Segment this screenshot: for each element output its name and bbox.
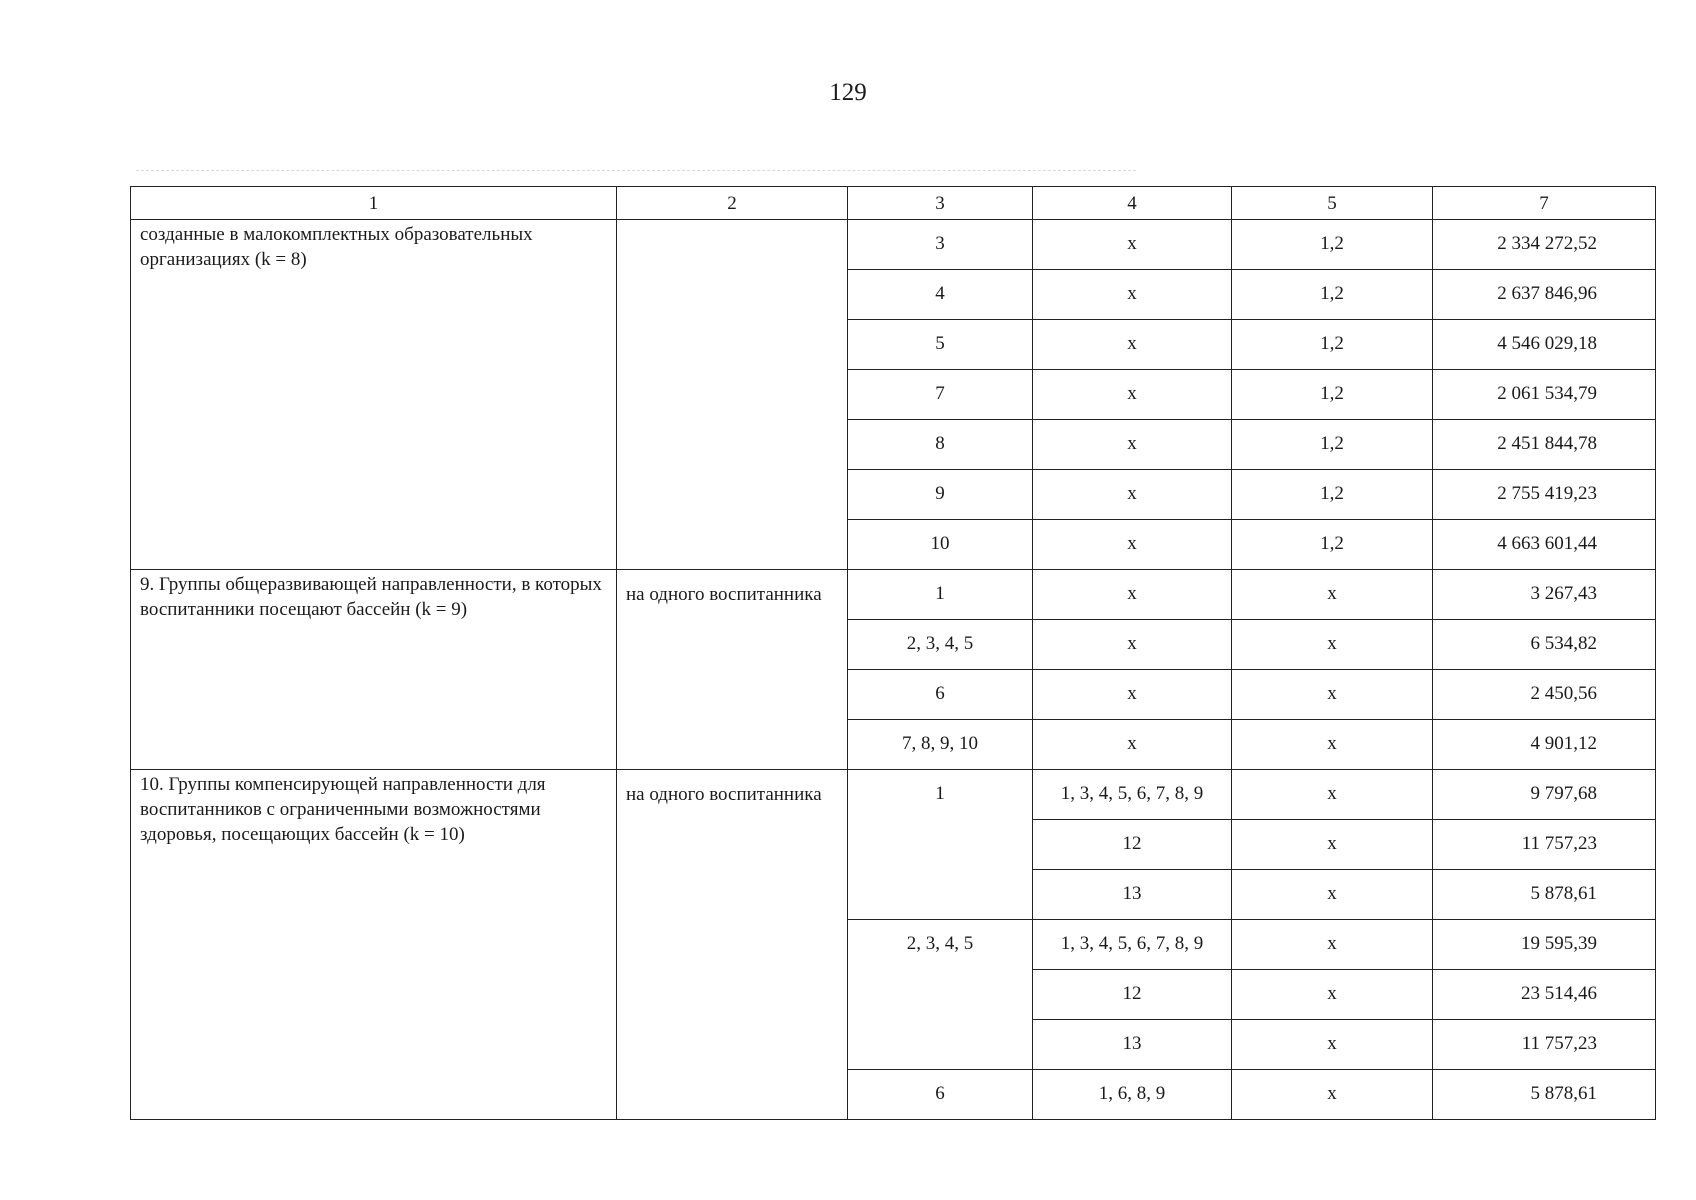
cell-col3: 10 (848, 520, 1033, 570)
cell-col3: 4 (848, 270, 1033, 320)
group-unit: на одного воспитанника (617, 570, 848, 770)
cell-col4: х (1033, 220, 1232, 270)
table-row (131, 570, 1656, 620)
column-header-1: 1 (131, 187, 617, 220)
cell-col4: х (1033, 670, 1232, 720)
group-unit: на одного воспитанника (617, 770, 848, 1120)
cell-col7: 2 637 846,96 (1433, 270, 1656, 320)
cell-col7: 2 061 534,79 (1433, 370, 1656, 420)
cell-col5: х (1232, 820, 1433, 870)
cell-col4: 1, 6, 8, 9 (1033, 1070, 1232, 1120)
column-header-5: 5 (1232, 187, 1433, 220)
cell-col4: 13 (1033, 1020, 1232, 1070)
cell-col3: 6 (848, 1070, 1033, 1120)
scan-artifact-line (136, 170, 1136, 171)
cell-col7: 4 901,12 (1433, 720, 1656, 770)
cell-col4: х (1033, 470, 1232, 520)
cell-col4: 12 (1033, 820, 1232, 870)
cell-col5: 1,2 (1232, 270, 1433, 320)
cell-col7: 5 878,61 (1433, 870, 1656, 920)
group-description: 9. Группы общеразвивающей направленности, в которых воспитанники посещают бассейн (k = 9) (131, 570, 617, 770)
cell-col7: 23 514,46 (1433, 970, 1656, 1020)
cell-col5: х (1232, 920, 1433, 970)
cell-col3: 7 (848, 370, 1033, 420)
cell-col7: 2 451 844,78 (1433, 420, 1656, 470)
cell-col5: 1,2 (1232, 220, 1433, 270)
cell-col4: 1, 3, 4, 5, 6, 7, 8, 9 (1033, 920, 1232, 970)
cell-col7: 3 267,43 (1433, 570, 1656, 620)
cell-col3: 3 (848, 220, 1033, 270)
cell-col7: 4 546 029,18 (1433, 320, 1656, 370)
cell-col4: 12 (1033, 970, 1232, 1020)
cell-col5: 1,2 (1232, 370, 1433, 420)
cell-col5: х (1232, 570, 1433, 620)
cell-col7: 11 757,23 (1433, 1020, 1656, 1070)
cell-col4: х (1033, 570, 1232, 620)
group-unit (617, 220, 848, 570)
cell-col4: 13 (1033, 870, 1232, 920)
tariff-table (130, 186, 1656, 1120)
cell-col4: х (1033, 620, 1232, 670)
cell-col5: х (1232, 1070, 1433, 1120)
cell-col5: х (1232, 1020, 1433, 1070)
table-row (131, 220, 1656, 270)
cell-col4: х (1033, 320, 1232, 370)
cell-col7: 19 595,39 (1433, 920, 1656, 970)
cell-col4: х (1033, 520, 1232, 570)
cell-col5: 1,2 (1232, 320, 1433, 370)
cell-col5: х (1232, 870, 1433, 920)
cell-col3: 2, 3, 4, 5 (848, 620, 1033, 670)
cell-col5: х (1232, 970, 1433, 1020)
cell-col7: 2 450,56 (1433, 670, 1656, 720)
group-description: созданные в малокомплектных образовательных организациях (k = 8) (131, 220, 617, 570)
cell-col3: 1 (848, 770, 1033, 920)
column-header-7: 7 (1433, 187, 1656, 220)
cell-col5: 1,2 (1232, 470, 1433, 520)
cell-col7: 2 755 419,23 (1433, 470, 1656, 520)
cell-col7: 6 534,82 (1433, 620, 1656, 670)
page-number: 129 (829, 79, 867, 106)
cell-col5: х (1232, 720, 1433, 770)
table-body (131, 187, 1656, 1120)
table-row (131, 770, 1656, 820)
cell-col7: 5 878,61 (1433, 1070, 1656, 1120)
column-header-4: 4 (1033, 187, 1232, 220)
group-description: 10. Группы компенсирующей направленности для воспитанников с ограниченными возможностями здоровья, посещающих бассейн (k = 10) (131, 770, 617, 1120)
cell-col4: х (1033, 270, 1232, 320)
cell-col4: х (1033, 720, 1232, 770)
column-header-2: 2 (617, 187, 848, 220)
cell-col5: х (1232, 620, 1433, 670)
cell-col5: х (1232, 670, 1433, 720)
cell-col4: 1, 3, 4, 5, 6, 7, 8, 9 (1033, 770, 1232, 820)
cell-col3: 5 (848, 320, 1033, 370)
cell-col4: х (1033, 420, 1232, 470)
cell-col3: 9 (848, 470, 1033, 520)
column-header-3: 3 (848, 187, 1033, 220)
cell-col5: 1,2 (1232, 420, 1433, 470)
cell-col7: 2 334 272,52 (1433, 220, 1656, 270)
cell-col7: 11 757,23 (1433, 820, 1656, 870)
cell-col3: 2, 3, 4, 5 (848, 920, 1033, 1070)
table-header-row (131, 187, 1656, 220)
cell-col7: 4 663 601,44 (1433, 520, 1656, 570)
cell-col5: х (1232, 770, 1433, 820)
cell-col3: 8 (848, 420, 1033, 470)
cell-col3: 1 (848, 570, 1033, 620)
cell-col5: 1,2 (1232, 520, 1433, 570)
cell-col3: 7, 8, 9, 10 (848, 720, 1033, 770)
cell-col4: х (1033, 370, 1232, 420)
cell-col7: 9 797,68 (1433, 770, 1656, 820)
cell-col3: 6 (848, 670, 1033, 720)
